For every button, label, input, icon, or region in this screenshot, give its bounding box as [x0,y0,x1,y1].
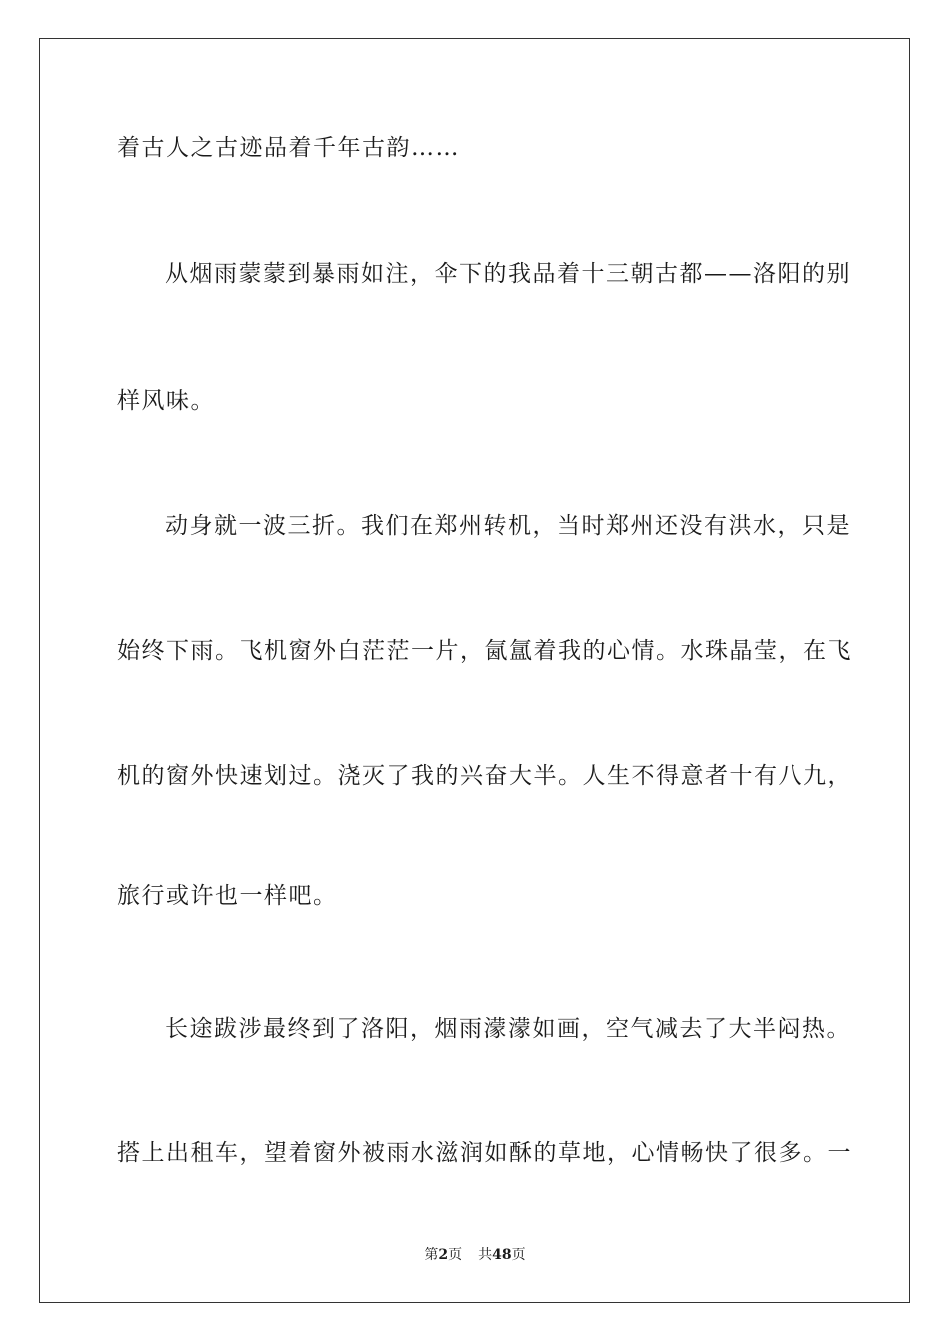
page-suffix: 页 [448,1247,463,1263]
page-number: 2 [438,1247,449,1263]
text-line-9: 搭上出租车，望着窗外被雨水滋润如酥的草地，心情畅快了很多。一 [117,1140,852,1166]
text-line-2: 从烟雨蒙蒙到暴雨如注，伞下的我品着十三朝古都——洛阳的别 [165,261,851,287]
text-line-6: 机的窗外快速划过。浇灭了我的兴奋大半。人生不得意者十有八九， [117,763,852,789]
text-line-8: 长途跋涉最终到了洛阳，烟雨濛濛如画，空气减去了大半闷热。 [165,1016,851,1042]
text-line-1: 着古人之古迹品着千年古韵…… [117,135,460,161]
page-footer [0,1245,950,1265]
text-line-3: 样风味。 [117,388,215,414]
total-suffix: 页 [511,1247,526,1263]
text-line-4: 动身就一波三折。我们在郑州转机，当时郑州还没有洪水，只是 [165,513,851,539]
total-pages: 48 [492,1247,512,1263]
page-prefix: 第 [424,1247,439,1263]
text-line-7: 旅行或许也一样吧。 [117,883,338,909]
total-prefix: 共 [478,1247,493,1263]
page-frame [39,38,910,1303]
text-line-5: 始终下雨。飞机窗外白茫茫一片，氤氲着我的心情。水珠晶莹，在飞 [117,638,852,664]
